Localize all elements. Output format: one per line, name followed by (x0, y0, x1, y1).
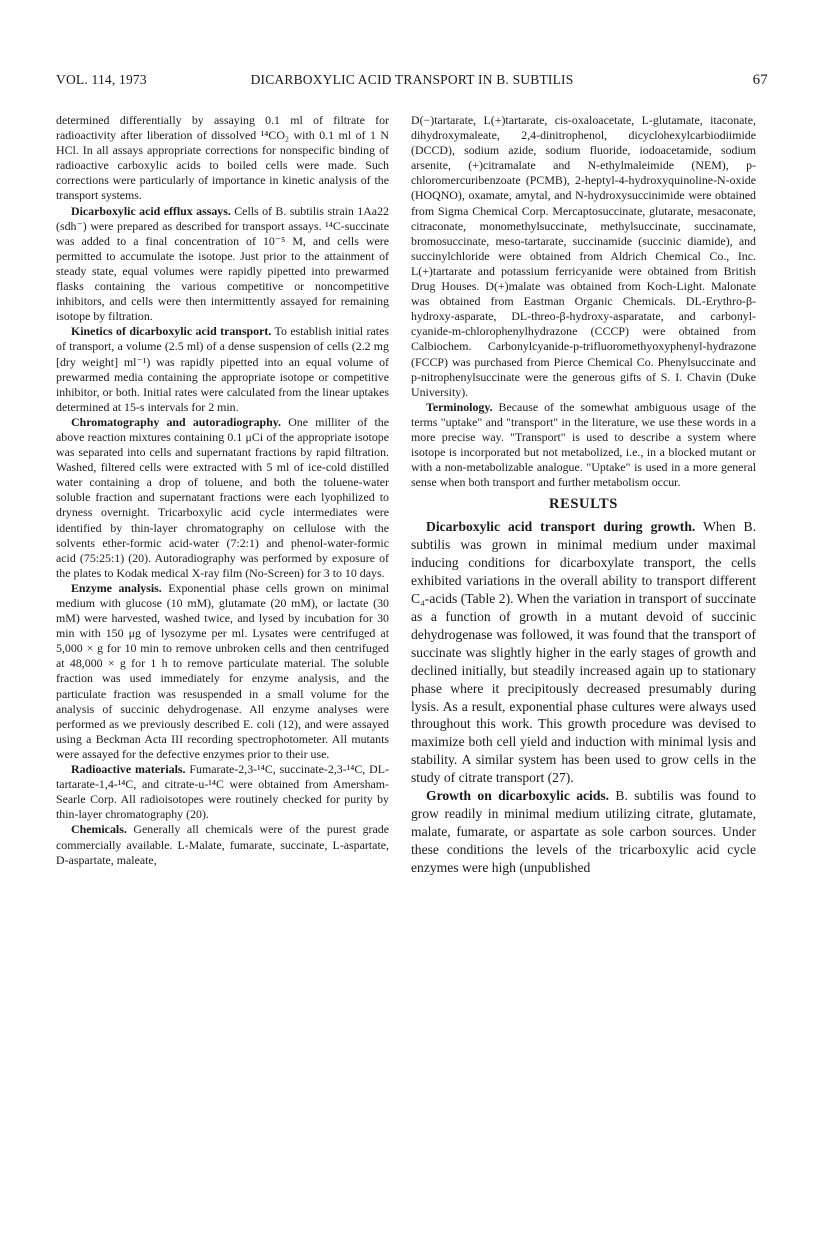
paragraph-efflux-assays (56, 204, 389, 325)
left-column (56, 113, 389, 868)
paragraph-radioactive-materials (56, 762, 389, 822)
paragraph-continued: determined differentially by assaying 0.1 ml of filtrate for radioactivity after liberation of dissolved ¹⁴CO₂ with 0.1 ml of 1 N HCl. In all assays appropriate corrections for nonspecific binding of radioactive carboxylic acids to boiled cells were made. Such corrections were particularly of importance in kinetic analysis of the transport systems. (56, 113, 389, 203)
paragraph-transport-during-growth (411, 518, 756, 787)
paragraph-chemicals-continued: D(−)tartarate, L(+)tartarate, cis-oxaloacetate, L-glutamate, itaconate, dihydroxymaleate, 2,4-dinitrophenol, dicyclohexylcarbiodiimide (DCCD), sodium azide, sodium fluoride, iodoacetamide, sodium arsenite, (+)citramalate and N-ethylmaleimide (NEM), p-chloromercuribenzoate (PCMB), 2-heptyl-4-hydroxyquinoline-N-oxide (HOQNO), oxamate, amytal, and N-hydroxysuccinimide were obtained from Sigma Chemical Corp. Mercaptosuccinate, glutarate, mesaconate, citraconate, monomethylsuccinate, methylsuccinate, succinamate, bromosuccinate, meso-tartarate, succinamide (succinic diamide), and succinylchloride were obtained from Aldrich Chemical Co., Inc. L(+)tartarate and potassium ferricyanide were obtained from British Drug Houses. D(+)malate was obtained from Koch-Light. Malonate was obtained from Eastman Organic Chemicals. DL-Erythro-β-hydroxy-asparate, DL-threo-β-hydroxy-asparatate, and carbonyl-cyanide-m-chlorophenylhydrazone (CCCP) were obtained from Calbiochem. Carbonylcyanide-p-trifluoromethyoxyphenyl-hydrazone (FCCP) was purchased from Pierce Chemical Co. Phenylsuccinate and p-nitrophenylsuccinate were the generous gifts of S. I. Chavin (Duke University). (411, 113, 756, 399)
section-heading-transport-during-growth: Dicarboxylic acid transport during growth. (426, 519, 696, 535)
paragraph-body: Fumarate-2,3-¹⁴C, succinate-2,3-¹⁴C, DL-tartarate-1,4-¹⁴C, and citrate-u-¹⁴C were obtained from Amersham-Searle Corp. All radioisotopes were routinely checked for purity by thin-layer chromatography (20). (56, 762, 389, 822)
section-heading-chemicals: Chemicals. (71, 822, 127, 837)
paragraph-body: One milliter of the above reaction mixtures containing 0.1 μCi of the appropriate isotope was separated into cells and supernatant fractions by rapid filtration. Washed, filtered cells were extracted with 5 ml of ice-cold distilled water containing a drop of toluene, and both the toluene-water soluble fraction and supernatant fractions were each lyophilized to dryness overnight. Tricarboxylic acid cycle intermediates were identified by thin-layer chromatography on cellulose with the solvents ether-formic acid-water (7:2:1) and phenol-water-formic acid (75:25:1) (20). Autoradiography was performed by exposure of the plates to Kodak medical X-ray film (No-Screen) for 3 to 10 days. (56, 414, 390, 580)
paragraph-chemicals (56, 822, 389, 867)
paragraph-terminology (411, 400, 756, 491)
paragraph-body: Cells of B. subtilis strain 1Aa22 (sdh⁻) were prepared as described for transport assays. ¹⁴C-succinate was added to a final concentration of 10⁻⁵ M, and cells were permitted to accumulate the isotope. Just prior to the attainment of steady state, equal volumes were rapidly pipetted into prewarmed flasks containing the various competitive or noncompetitive inhibitors, and cells were then intermittently assayed for remaining isotope by filtration. (56, 203, 389, 324)
paragraph-body: To establish initial rates of transport, a volume (2.5 ml) of a dense suspension of cells (2.2 mg [dry weight] ml⁻¹) was rapidly pipetted into an equal volume of prewarmed media containing the appropriate isotope or competitive inhibitor, or both. Initial rates were calculated from the linear uptakes determined at 15-s intervals for 2 min. (56, 324, 389, 414)
paragraph-enzyme-analysis (56, 581, 389, 762)
running-title: DICARBOXYLIC ACID TRANSPORT IN B. SUBTILIS (250, 72, 574, 87)
running-header (56, 72, 768, 94)
section-heading-kinetics: Kinetics of dicarboxylic acid transport. (71, 324, 272, 339)
paragraph-body: When B. subtilis was grown in minimal medium under maximal inducing conditions for dicarboxylate transport, the cells exhibited variations in the overall ability to transport different C₄-acids (Table 2). When the variation in transport of succinate as a function of growth in a mutant devoid of succinic dehydrogenase was followed, it was found that the transport of succinate was slightly higher in the early stages of growth and declined initially, but steadily increased again up to stationary phase where it precipitously decreased presumably during lysis. As a result, exponential phase cultures were always used throughout this work. This growth procedure was devised to maximize both cell yield and induction with minimal lysis and stability. A similar system has been used to grow cells in the study of citrate transport (27). (411, 519, 756, 786)
section-heading-efflux-assays: Dicarboxylic acid efflux assays. (71, 203, 231, 218)
paragraph-chromatography (56, 415, 389, 581)
section-heading-enzyme-analysis: Enzyme analysis. (71, 580, 162, 595)
right-column (411, 113, 756, 877)
paragraph-growth-on-dicarboxylic-acids (411, 787, 756, 877)
section-heading-terminology: Terminology. (426, 399, 493, 414)
paragraph-kinetics (56, 324, 389, 415)
paragraph-body: Exponential phase cells grown on minimal medium with glucose (10 mM), glutamate (20 mM), or lactate (30 mM) were harvested, washed twice, and lysed by incubation for 30 min with 150 μg of lysozyme per ml. Lysates were centrifuged at 5,000 × g for 10 min to remove unbroken cells and then centrifuged at 48,000 × g for 1 h to remove particulate material. The soluble fraction was used immediately for enzyme analysis, and the particulate fraction was resuspended in a small volume for the analysis of succinic dehydrogenase. All enzyme analyses were performed as we previously described E. coli (12), and were assayed using a Beckman Acta III recording spectrophotometer. All mutants were assayed for the defective enzymes prior to their use. (56, 580, 389, 761)
paragraph-body: Generally all chemicals were of the purest grade commercially available. L-Malate, fumarate, succinate, L-aspartate, D-aspartate, maleate, (56, 822, 389, 867)
volume-label: VOL. 114, 1973 (56, 72, 147, 87)
section-heading-growth-on-dicarboxylic-acids: Growth on dicarboxylic acids. (426, 788, 610, 804)
paragraph-body: B. subtilis was found to grow readily in minimal medium utilizing citrate, glutamate, malate, fumarate, or aspartate as sole carbon sources. Under these conditions the levels of the tricarboxylic acid cycle enzymes were high (unpublished (411, 788, 757, 875)
page-number: 67 (752, 72, 768, 88)
section-heading-radioactive-materials: Radioactive materials. (71, 762, 186, 777)
section-heading-chromatography: Chromatography and autoradiography. (71, 414, 282, 429)
results-heading: RESULTS (549, 496, 618, 513)
paragraph-body: Because of the somewhat ambiguous usage of the terms "uptake" and "transport" in the literature, we use these words in a more precise way. "Transport" is used to describe a system where isotope is incorporated but not metabolized, i.e., in a blocked mutant or with a non-metabolizable analogue. "Uptake" is used in a more general sense when both transport and further metabolism occur. (411, 399, 756, 490)
